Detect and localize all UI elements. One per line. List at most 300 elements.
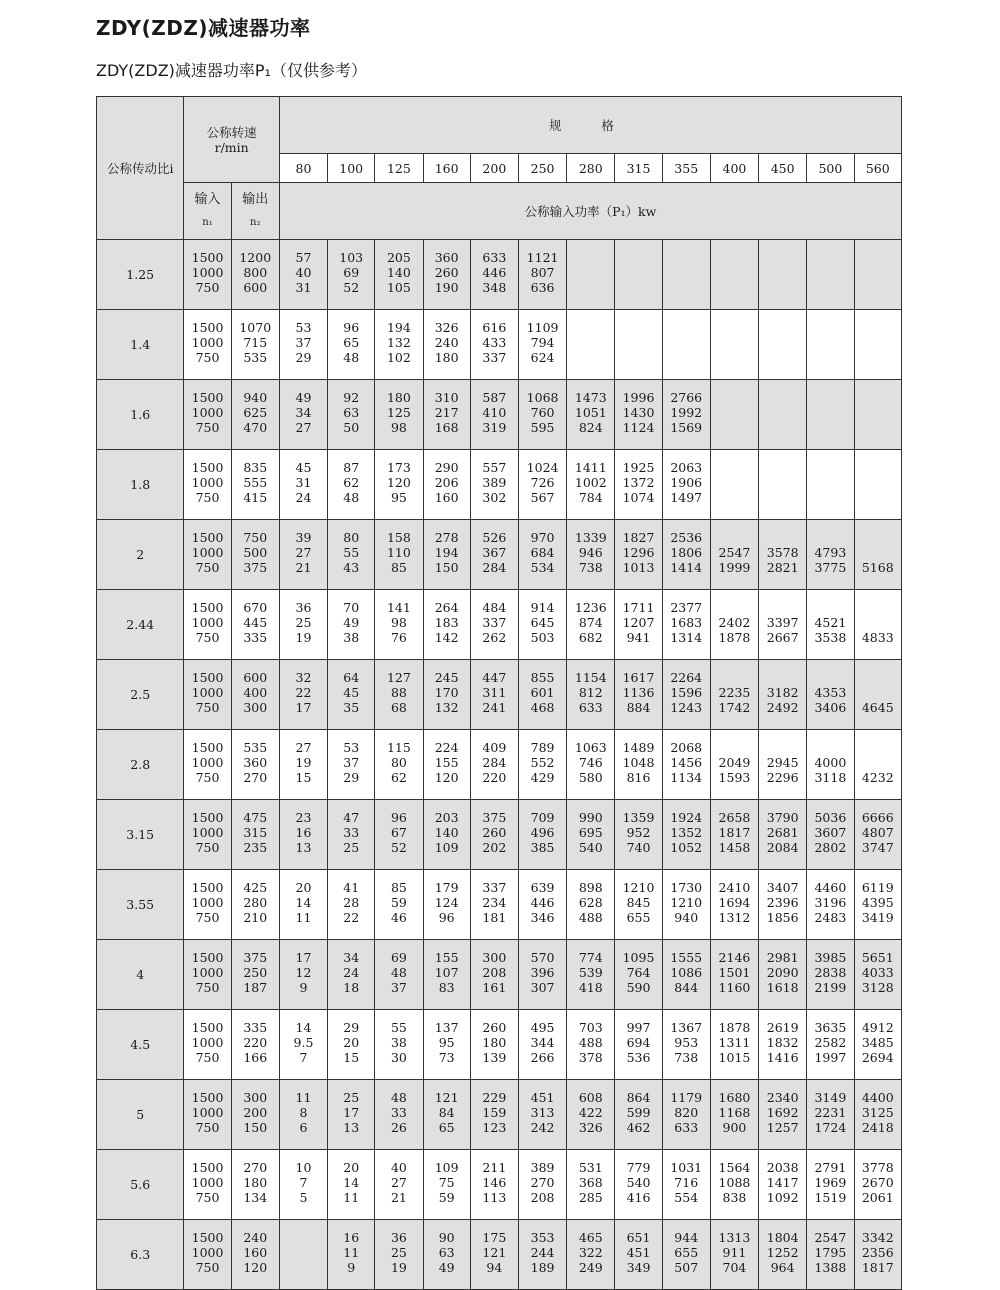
power-cell [567, 800, 615, 870]
output-speed-cell [231, 800, 279, 870]
power-cell [279, 450, 327, 520]
cell-value: 1074 [622, 490, 655, 505]
cell-value: 80 [390, 755, 407, 770]
cell-value: 1339 [574, 530, 607, 545]
cell-value: 62 [390, 770, 407, 785]
power-cell [375, 450, 423, 520]
cell-value: 2410 [718, 880, 751, 895]
cell-value: 175 [482, 1230, 507, 1245]
cell-value: 900 [722, 1120, 747, 1135]
power-cell [759, 730, 807, 800]
power-cell [662, 520, 710, 590]
cell-value: 4645 [861, 700, 894, 715]
power-cell [567, 1150, 615, 1220]
size-header-cell: 450 [759, 154, 807, 183]
cell-value: 1411 [574, 460, 607, 475]
cell-value: 500 [243, 545, 268, 560]
cell-value: 789 [530, 740, 555, 755]
power-cell [854, 310, 902, 380]
input-speed-cell [184, 380, 231, 450]
cell-value: 1724 [814, 1120, 847, 1135]
cell-value: 952 [626, 825, 651, 840]
cell-value: 1500 [191, 460, 224, 475]
power-cell [328, 1220, 375, 1290]
cell-value: 633 [674, 1120, 699, 1135]
cell-value: 65 [343, 335, 360, 350]
power-cell [759, 590, 807, 660]
table-row [97, 1220, 902, 1290]
cell-value: 59 [438, 1190, 455, 1205]
power-cell [279, 240, 327, 310]
cell-value: 2483 [814, 910, 847, 925]
cell-value: 941 [626, 630, 651, 645]
cell-value: 715 [243, 335, 268, 350]
cell-value: 1878 [718, 630, 751, 645]
cell-value: 1711 [622, 600, 655, 615]
cell-value: 1000 [191, 615, 224, 630]
cell-value [759, 740, 806, 755]
cell-value: 844 [674, 980, 699, 995]
power-cell [375, 1080, 423, 1150]
power-cell [662, 730, 710, 800]
power-cell [375, 660, 423, 730]
size-header-cell: 400 [710, 154, 758, 183]
power-cell [375, 940, 423, 1010]
cell-value: 14 [343, 1175, 360, 1190]
power-cell [710, 310, 758, 380]
cell-value: 1210 [622, 880, 655, 895]
cell-value: 161 [482, 980, 507, 995]
input-speed-cell [184, 520, 231, 590]
table-caption: ZDY(ZDZ)减速器功率P₁（仅供参考） [96, 61, 367, 80]
cell-value: 1000 [191, 1105, 224, 1120]
cell-value [711, 600, 758, 615]
power-cell [423, 1010, 470, 1080]
power-cell [662, 590, 710, 660]
ratio-cell: 5 [97, 1080, 184, 1150]
cell-value: 290 [434, 460, 459, 475]
cell-value: 1121 [526, 250, 559, 265]
cell-value: 107 [434, 965, 459, 980]
input-speed-cell [184, 730, 231, 800]
cell-value: 10 [295, 1160, 312, 1175]
cell-value: 3538 [814, 630, 847, 645]
cell-value: 63 [438, 1245, 455, 1260]
cell-value [711, 530, 758, 545]
power-cell [470, 870, 518, 940]
power-cell [328, 380, 375, 450]
cell-value: 625 [243, 405, 268, 420]
power-cell [423, 380, 470, 450]
cell-value: 240 [434, 335, 459, 350]
cell-value: 278 [434, 530, 459, 545]
cell-value: 655 [674, 1245, 699, 1260]
cell-value: 3747 [861, 840, 894, 855]
spec-header: 规 格 [279, 97, 901, 154]
cell-value: 21 [390, 1190, 407, 1205]
table-row [97, 450, 902, 520]
power-cell [470, 1080, 518, 1150]
cell-value: 2802 [814, 840, 847, 855]
output-speed-cell [231, 1010, 279, 1080]
cell-value: 557 [482, 460, 507, 475]
cell-value: 1500 [191, 740, 224, 755]
power-cell [615, 730, 662, 800]
cell-value: 20 [343, 1035, 360, 1050]
cell-value: 4912 [861, 1020, 894, 1035]
cell-value: 17 [295, 700, 312, 715]
cell-value: 970 [530, 530, 555, 545]
cell-value: 1236 [574, 600, 607, 615]
cell-value: 76 [390, 630, 407, 645]
power-cell [423, 940, 470, 1010]
cell-value: 208 [482, 965, 507, 980]
cell-value: 180 [386, 390, 411, 405]
cell-value: 750 [195, 770, 220, 785]
cell-value: 67 [390, 825, 407, 840]
cell-value: 911 [722, 1245, 747, 1260]
cell-value: 4400 [861, 1090, 894, 1105]
power-cell [759, 520, 807, 590]
cell-value: 587 [482, 390, 507, 405]
power-cell [470, 800, 518, 870]
cell-value: 124 [434, 895, 459, 910]
cell-value: 13 [343, 1120, 360, 1135]
output-speed-cell [231, 240, 279, 310]
cell-value: 22 [295, 685, 312, 700]
power-cell [854, 520, 902, 590]
power-cell [518, 1080, 566, 1150]
cell-value: 260 [434, 265, 459, 280]
power-cell [759, 450, 807, 520]
cell-value: 1086 [670, 965, 703, 980]
cell-value: 997 [626, 1020, 651, 1035]
cell-value [711, 670, 758, 685]
cell-value: 2791 [814, 1160, 847, 1175]
power-cell [279, 310, 327, 380]
cell-value: 319 [482, 420, 507, 435]
cell-value: 1817 [861, 1260, 894, 1275]
power-cell [662, 1080, 710, 1150]
cell-value: 750 [195, 350, 220, 365]
cell-value: 3790 [766, 810, 799, 825]
cell-value: 375 [243, 950, 268, 965]
cell-value: 38 [390, 1035, 407, 1050]
power-cell [710, 730, 758, 800]
power-cell [807, 730, 854, 800]
cell-value: 208 [530, 1190, 555, 1205]
power-cell [759, 240, 807, 310]
power-cell [567, 1080, 615, 1150]
cell-value: 750 [195, 490, 220, 505]
cell-value: 1804 [766, 1230, 799, 1245]
cell-value: 353 [530, 1230, 555, 1245]
cell-value: 155 [434, 950, 459, 965]
cell-value: 1694 [718, 895, 751, 910]
cell-value: 1680 [718, 1090, 751, 1105]
cell-value: 1109 [526, 320, 559, 335]
cell-value: 229 [482, 1090, 507, 1105]
output-speed-cell [231, 590, 279, 660]
cell-value: 425 [243, 880, 268, 895]
cell-value: 944 [674, 1230, 699, 1245]
cell-value: 750 [195, 910, 220, 925]
cell-value: 5036 [814, 810, 847, 825]
cell-value: 1497 [670, 490, 703, 505]
cell-value: 570 [530, 950, 555, 965]
cell-value: 1092 [766, 1190, 799, 1205]
cell-value: 1617 [622, 670, 655, 685]
cell-value: 410 [482, 405, 507, 420]
cell-value: 2667 [766, 630, 799, 645]
power-cell [807, 800, 854, 870]
cell-value: 1000 [191, 335, 224, 350]
cell-value: 418 [578, 980, 603, 995]
cell-value: 241 [482, 700, 507, 715]
power-cell [854, 240, 902, 310]
cell-value: 535 [243, 350, 268, 365]
cell-value: 3406 [814, 700, 847, 715]
power-cell [470, 590, 518, 660]
power-cell [423, 870, 470, 940]
power-cell [567, 730, 615, 800]
cell-value: 1500 [191, 1160, 224, 1175]
cell-value: 3182 [766, 685, 799, 700]
power-cell [662, 380, 710, 450]
power-cell [567, 1220, 615, 1290]
cell-value: 552 [530, 755, 555, 770]
cell-value: 49 [343, 615, 360, 630]
cell-value: 121 [482, 1245, 507, 1260]
input-speed-cell [184, 450, 231, 520]
cell-value: 1683 [670, 615, 703, 630]
cell-value: 46 [390, 910, 407, 925]
cell-value: 1000 [191, 755, 224, 770]
size-header-cell: 200 [470, 154, 518, 183]
cell-value: 25 [295, 615, 312, 630]
cell-value: 244 [530, 1245, 555, 1260]
cell-value: 740 [626, 840, 651, 855]
cell-value: 260 [482, 1020, 507, 1035]
cell-value: 217 [434, 405, 459, 420]
cell-value: 750 [195, 630, 220, 645]
cell-value: 27 [390, 1175, 407, 1190]
cell-value: 794 [530, 335, 555, 350]
input-speed-cell [184, 870, 231, 940]
cell-value: 2235 [718, 685, 751, 700]
table-row [97, 520, 902, 590]
power-cell [518, 870, 566, 940]
power-cell [854, 1150, 902, 1220]
cell-value: 2356 [861, 1245, 894, 1260]
cell-value: 202 [482, 840, 507, 855]
cell-value: 1596 [670, 685, 703, 700]
power-cell [854, 940, 902, 1010]
cell-value: 738 [674, 1050, 699, 1065]
ratio-cell: 1.4 [97, 310, 184, 380]
cell-value: 1124 [622, 420, 655, 435]
power-cell [710, 240, 758, 310]
power-cell [807, 310, 854, 380]
cell-value: 20 [343, 1160, 360, 1175]
table-row [97, 240, 902, 310]
cell-value: 1359 [622, 810, 655, 825]
cell-value: 800 [243, 265, 268, 280]
cell-value: 1730 [670, 880, 703, 895]
cell-value: 29 [343, 1020, 360, 1035]
cell-value: 1593 [718, 770, 751, 785]
cell-value: 83 [438, 980, 455, 995]
cell-value: 633 [578, 700, 603, 715]
cell-value: 94 [486, 1260, 503, 1275]
cell-value: 600 [243, 670, 268, 685]
power-header: 公称输入功率（P₁）kw [279, 183, 901, 240]
cell-value: 113 [482, 1190, 507, 1205]
power-cell [423, 660, 470, 730]
power-cell [662, 1150, 710, 1220]
cell-value: 1500 [191, 810, 224, 825]
cell-value: 750 [195, 1120, 220, 1135]
power-cell [328, 310, 375, 380]
cell-value [807, 670, 853, 685]
cell-value: 536 [626, 1050, 651, 1065]
cell-value: 1000 [191, 545, 224, 560]
cell-value: 415 [243, 490, 268, 505]
cell-value: 1024 [526, 460, 559, 475]
power-cell [518, 1150, 566, 1220]
cell-value: 166 [243, 1050, 268, 1065]
power-cell [615, 1080, 662, 1150]
cell-value: 655 [626, 910, 651, 925]
cell-value: 270 [243, 770, 268, 785]
cell-value: 1500 [191, 670, 224, 685]
speed-label: 公称转速 [206, 124, 257, 140]
cell-value: 738 [578, 560, 603, 575]
power-cell [615, 310, 662, 380]
cell-value: 52 [343, 280, 360, 295]
cell-value [711, 740, 758, 755]
cell-value: 451 [530, 1090, 555, 1105]
cell-value: 35 [343, 700, 360, 715]
cell-value: 2231 [814, 1105, 847, 1120]
size-header-cell: 125 [375, 154, 423, 183]
output-speed-cell [231, 1220, 279, 1290]
power-cell [854, 1010, 902, 1080]
output-header [231, 183, 279, 240]
cell-value: 3407 [766, 880, 799, 895]
cell-value: 25 [343, 840, 360, 855]
cell-value: 750 [243, 530, 268, 545]
power-cell [518, 450, 566, 520]
cell-value: 48 [343, 350, 360, 365]
cell-value: 1924 [670, 810, 703, 825]
cell-value: 750 [195, 1260, 220, 1275]
table-row [97, 1010, 902, 1080]
cell-value: 22 [343, 910, 360, 925]
cell-value: 160 [434, 490, 459, 505]
cell-value: 109 [434, 840, 459, 855]
power-cell [807, 380, 854, 450]
power-cell [375, 1220, 423, 1290]
cell-value: 1134 [670, 770, 703, 785]
power-cell [279, 1010, 327, 1080]
cell-value: 422 [578, 1105, 603, 1120]
cell-value: 539 [578, 965, 603, 980]
cell-value: 416 [626, 1190, 651, 1205]
power-cell [567, 940, 615, 1010]
cell-value: 120 [243, 1260, 268, 1275]
cell-value: 55 [343, 545, 360, 560]
power-cell [423, 520, 470, 590]
size-header-cell: 560 [854, 154, 902, 183]
cell-value: 20 [295, 880, 312, 895]
cell-value: 1996 [622, 390, 655, 405]
power-cell [662, 660, 710, 730]
cell-value: 220 [482, 770, 507, 785]
cell-value: 45 [343, 685, 360, 700]
power-cell [807, 1150, 854, 1220]
cell-value [807, 740, 853, 755]
cell-value: 1179 [670, 1090, 703, 1105]
cell-value: 33 [343, 825, 360, 840]
cell-value: 1313 [718, 1230, 751, 1245]
cell-value: 2658 [718, 810, 751, 825]
power-cell [567, 870, 615, 940]
input-header [184, 183, 231, 240]
power-cell [759, 800, 807, 870]
input-speed-cell [184, 1150, 231, 1220]
power-cell [759, 940, 807, 1010]
power-cell [710, 450, 758, 520]
cell-value: 284 [482, 755, 507, 770]
output-speed-cell [231, 450, 279, 520]
cell-value: 990 [578, 810, 603, 825]
power-cell [807, 590, 854, 660]
cell-value: 16 [295, 825, 312, 840]
cell-value: 1312 [718, 910, 751, 925]
cell-value: 488 [578, 910, 603, 925]
cell-value: 87 [343, 460, 360, 475]
cell-value: 140 [434, 825, 459, 840]
power-cell [328, 590, 375, 660]
cell-value: 3118 [814, 770, 847, 785]
cell-value: 1489 [622, 740, 655, 755]
cell-value: 2084 [766, 840, 799, 855]
size-header-cell: 80 [279, 154, 327, 183]
power-cell [662, 800, 710, 870]
cell-value: 349 [626, 1260, 651, 1275]
cell-value: 96 [438, 910, 455, 925]
cell-value: 2694 [861, 1050, 894, 1065]
cell-value: 1000 [191, 405, 224, 420]
cell-value: 53 [295, 320, 312, 335]
cell-value: 2396 [766, 895, 799, 910]
cell-value: 17 [295, 950, 312, 965]
cell-value: 3778 [861, 1160, 894, 1175]
power-cell [807, 1010, 854, 1080]
cell-value: 132 [386, 335, 411, 350]
cell-value: 940 [674, 910, 699, 925]
power-cell [710, 800, 758, 870]
cell-value: 13 [295, 840, 312, 855]
ratio-cell: 2.5 [97, 660, 184, 730]
cell-value: 633 [482, 250, 507, 265]
cell-value: 2402 [718, 615, 751, 630]
power-cell [470, 660, 518, 730]
cell-value: 535 [243, 740, 268, 755]
cell-value: 180 [434, 350, 459, 365]
cell-value: 1002 [574, 475, 607, 490]
